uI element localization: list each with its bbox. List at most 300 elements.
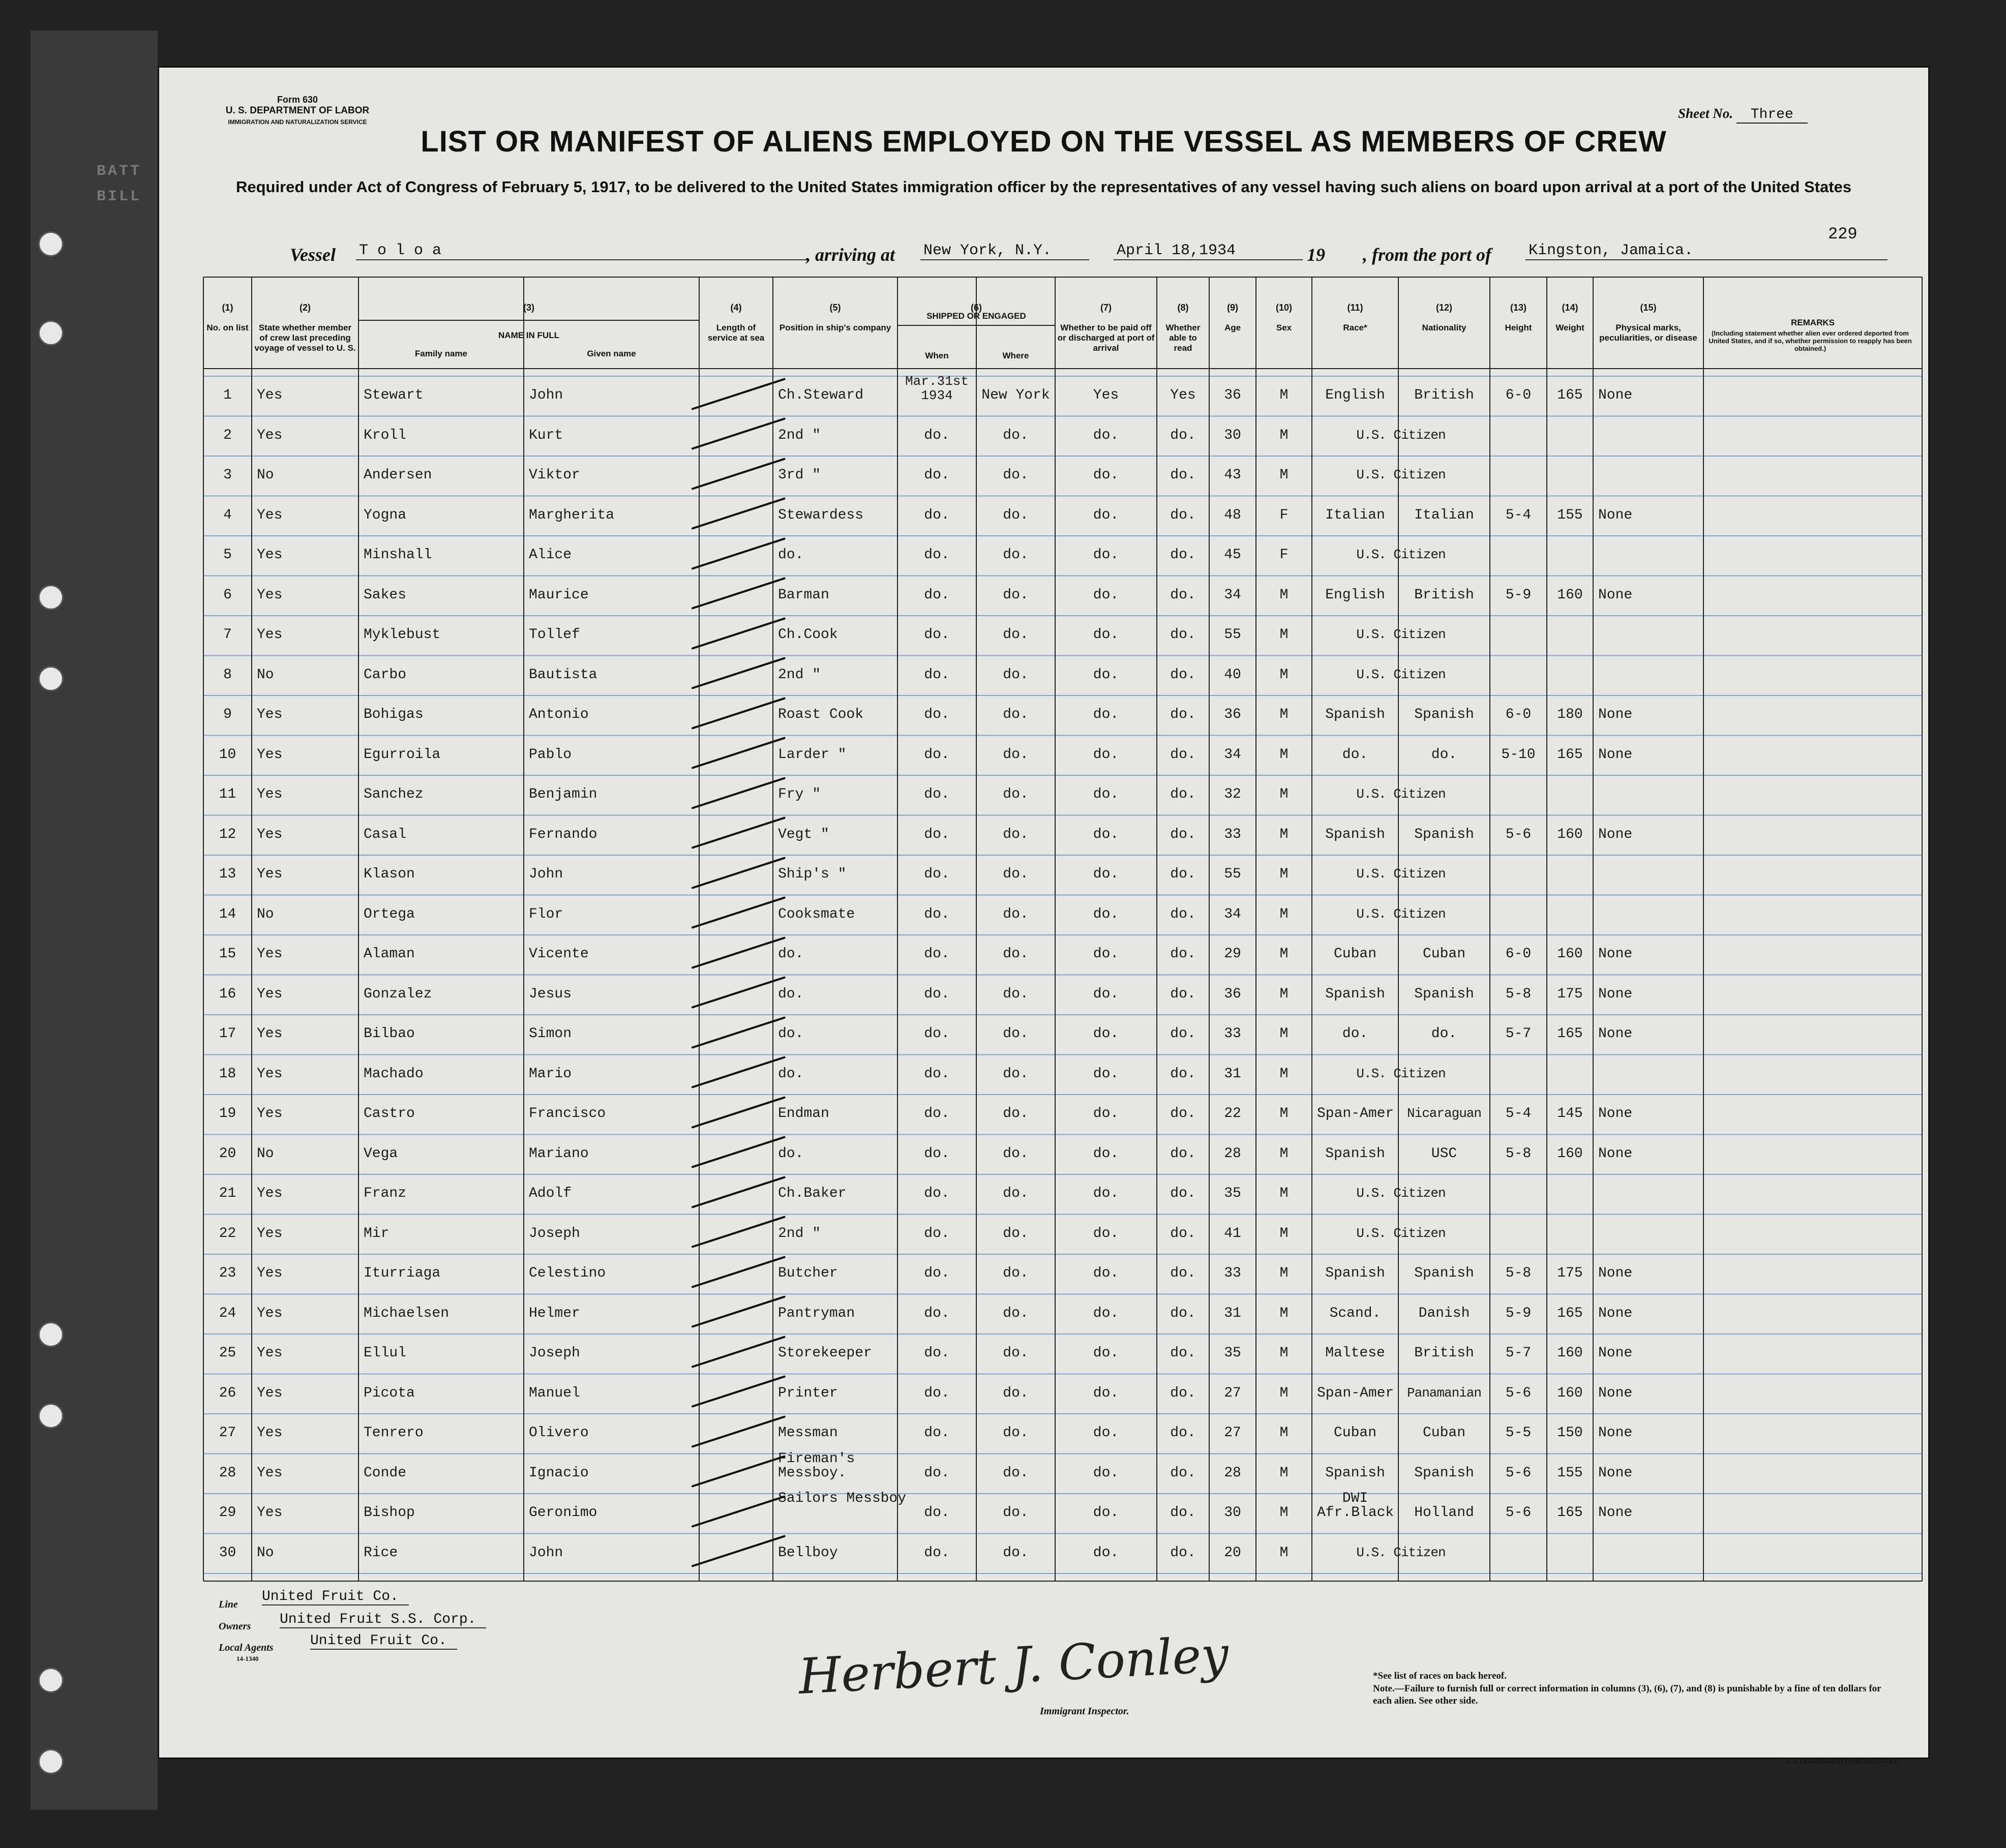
paid-off: do. [1093, 906, 1119, 922]
given-name: Antonio [529, 707, 589, 722]
row-number: 11 [219, 786, 236, 802]
shipped-where: do. [1003, 946, 1029, 962]
strip-text-2: BILL [97, 188, 142, 205]
family-name: Iturriaga [364, 1265, 441, 1281]
family-name: Sakes [364, 587, 407, 603]
given-name: Adolf [529, 1186, 572, 1201]
height: 5-6 [1505, 1465, 1532, 1481]
family-name: Vega [364, 1145, 398, 1162]
sex: M [1279, 587, 1289, 603]
shipped-where: do. [1003, 507, 1029, 523]
age: 29 [1224, 946, 1241, 962]
header-c13: Height [1505, 323, 1532, 332]
nationality: Holland [1414, 1505, 1474, 1521]
header-c7: Whether to be paid off or discharged at port of arrival [1057, 323, 1155, 353]
family-name: Klason [364, 866, 415, 882]
paid-off: do. [1093, 587, 1119, 603]
family-name: Kroll [364, 427, 407, 443]
paid-off: do. [1093, 1544, 1119, 1561]
row-number: 5 [223, 547, 232, 563]
vessel-name: T o l o a [356, 242, 810, 260]
sex: M [1279, 1425, 1289, 1441]
row-number: 21 [219, 1186, 236, 1201]
punch-hole [38, 585, 64, 610]
nationality: do. [1431, 746, 1457, 763]
age: 33 [1224, 826, 1241, 842]
previous-voyage: Yes [257, 627, 283, 643]
age: 55 [1224, 627, 1241, 643]
sex: M [1279, 707, 1289, 722]
position: do. [778, 946, 804, 962]
previous-voyage: Yes [257, 866, 283, 882]
age: 34 [1224, 906, 1241, 922]
given-name: John [529, 866, 563, 882]
row-number: 22 [219, 1225, 236, 1241]
race: Spanish [1325, 1265, 1385, 1281]
able-to-read: do. [1170, 1225, 1196, 1241]
position: Larder " [778, 746, 847, 763]
able-to-read: do. [1170, 746, 1196, 763]
able-to-read: do. [1170, 627, 1196, 643]
given-name: Kurt [529, 427, 563, 443]
row-number: 14 [219, 906, 236, 922]
family-name: Picota [364, 1385, 415, 1401]
given-name: Vicente [529, 946, 589, 962]
height: 5-6 [1505, 826, 1532, 842]
physical-marks: None [1598, 1345, 1633, 1361]
shipped-where: do. [1003, 866, 1029, 882]
races-note: *See list of races on back hereof. [1373, 1671, 1507, 1681]
sex: M [1279, 1505, 1289, 1521]
position: Sailors Messboy [778, 1491, 907, 1506]
header-c1: No. on list [206, 323, 249, 332]
row-number: 25 [219, 1345, 236, 1361]
previous-voyage: Yes [257, 1066, 283, 1082]
family-name: Stewart [364, 387, 424, 403]
able-to-read: do. [1170, 1145, 1196, 1162]
nationality: Cuban [1422, 1425, 1465, 1441]
given-name: Viktor [529, 467, 580, 483]
nationality: British [1414, 587, 1474, 603]
shipped-where: do. [1003, 746, 1029, 763]
able-to-read: do. [1170, 1544, 1196, 1561]
age: 27 [1224, 1385, 1241, 1401]
able-to-read: do. [1170, 826, 1196, 842]
shipped-when: do. [924, 1026, 950, 1042]
height: 5-8 [1505, 1265, 1532, 1281]
physical-marks: None [1598, 826, 1633, 842]
age: 28 [1224, 1145, 1241, 1162]
height: 5-8 [1505, 986, 1532, 1002]
able-to-read: do. [1170, 786, 1196, 802]
strip-text-1: BATT [97, 163, 142, 180]
nationality: Nicaraguan [1406, 1106, 1482, 1121]
sex: M [1279, 1186, 1289, 1201]
shipped-when: do. [924, 1265, 950, 1281]
paid-off: do. [1093, 507, 1119, 523]
column-number: (11) [1347, 302, 1363, 313]
punch-hole [38, 320, 64, 346]
shipped-where: do. [1003, 1505, 1029, 1521]
race: Cuban [1333, 946, 1376, 962]
family-name: Minshall [364, 547, 432, 563]
nationality: U.S. Citizen [1356, 467, 1446, 482]
family-name: Carbo [364, 667, 407, 683]
column-number: (3) [523, 302, 534, 313]
previous-voyage: Yes [257, 387, 283, 403]
sex: M [1279, 467, 1289, 483]
nationality: U.S. Citizen [1356, 667, 1446, 682]
paid-off: do. [1093, 707, 1119, 722]
physical-marks: None [1598, 587, 1633, 603]
previous-voyage: No [257, 667, 274, 683]
shipped-when: do. [924, 1186, 950, 1201]
nationality: Spanish [1414, 826, 1474, 842]
age: 41 [1224, 1225, 1241, 1241]
race: Spanish [1325, 826, 1385, 842]
position: Roast Cook [778, 707, 864, 722]
paid-off: do. [1093, 1505, 1119, 1521]
service: IMMIGRATION AND NATURALIZATION SERVICE [228, 118, 367, 126]
department: U. S. DEPARTMENT OF LABOR [225, 105, 370, 116]
able-to-read: do. [1170, 1305, 1196, 1321]
paid-off: Yes [1093, 387, 1119, 403]
position: Fry " [778, 786, 821, 802]
age: 35 [1224, 1186, 1241, 1201]
inspector-label: Immigrant Inspector. [1040, 1706, 1129, 1717]
previous-voyage: Yes [257, 1385, 283, 1401]
family-name: Conde [364, 1465, 407, 1481]
column-number: (1) [222, 302, 233, 313]
header-given-name: Given name [587, 349, 636, 358]
age: 35 [1224, 1345, 1241, 1361]
able-to-read: do. [1170, 1186, 1196, 1201]
family-name: Rice [364, 1544, 398, 1561]
position: Butcher [778, 1265, 838, 1281]
given-name: Mario [529, 1066, 572, 1082]
shipped-where: do. [1003, 1026, 1029, 1042]
form-number: Form 630 [277, 95, 318, 105]
shipped-when: do. [924, 826, 950, 842]
column-number: (4) [730, 302, 742, 313]
sheet-value: Three [1736, 107, 1808, 124]
shipped-where: do. [1003, 707, 1029, 722]
race: do. [1342, 1026, 1368, 1042]
able-to-read: do. [1170, 1106, 1196, 1122]
able-to-read: do. [1170, 1066, 1196, 1082]
header-c12: Nationality [1422, 323, 1466, 332]
paid-off: do. [1093, 1026, 1119, 1042]
able-to-read: do. [1170, 986, 1196, 1002]
weight: 160 [1557, 946, 1583, 962]
shipped-when: do. [924, 547, 950, 563]
paid-off: do. [1093, 866, 1119, 882]
weight: 160 [1557, 1345, 1583, 1361]
age: 20 [1224, 1544, 1241, 1561]
shipped-when: do. [924, 1106, 950, 1122]
shipped-where: do. [1003, 1106, 1029, 1122]
physical-marks: None [1598, 1305, 1633, 1321]
position: Barman [778, 587, 829, 603]
height: 5-6 [1505, 1385, 1532, 1401]
paid-off: do. [1093, 1385, 1119, 1401]
nationality: Italian [1414, 507, 1474, 523]
age: 33 [1224, 1026, 1241, 1042]
position: 3rd " [778, 467, 821, 483]
shipped-where: do. [1003, 587, 1029, 603]
previous-voyage: Yes [257, 1265, 283, 1281]
agents-label: Local Agents [219, 1642, 274, 1653]
paid-off: do. [1093, 826, 1119, 842]
age: 30 [1224, 427, 1241, 443]
row-number: 9 [223, 707, 232, 722]
age: 45 [1224, 547, 1241, 563]
nationality: Panamanian [1406, 1385, 1482, 1401]
column-number: (10) [1275, 302, 1292, 313]
position: Stewardess [778, 507, 864, 523]
weight: 160 [1557, 826, 1583, 842]
position: Ship's " [778, 866, 847, 882]
family-name: Tenrero [364, 1425, 424, 1441]
shipped-when: do. [924, 427, 950, 443]
paid-off: do. [1093, 667, 1119, 683]
shipped-where: New York [981, 387, 1050, 403]
physical-marks: None [1598, 1265, 1633, 1281]
paid-off: do. [1093, 746, 1119, 763]
race: DWI Afr.Black [1317, 1491, 1394, 1521]
paid-off: do. [1093, 1305, 1119, 1321]
header-shipped: SHIPPED OR ENGAGED [926, 311, 1026, 321]
row-number: 27 [219, 1425, 236, 1441]
previous-voyage: Yes [257, 1465, 283, 1481]
able-to-read: do. [1170, 427, 1196, 443]
previous-voyage: Yes [257, 946, 283, 962]
able-to-read: do. [1170, 547, 1196, 563]
weight: 165 [1557, 1026, 1583, 1042]
shipped-when: do. [924, 1066, 950, 1082]
shipped-where: do. [1003, 627, 1029, 643]
header-when: When [925, 351, 949, 360]
able-to-read: do. [1170, 1345, 1196, 1361]
age: 48 [1224, 507, 1241, 523]
shipped-when: do. [924, 1425, 950, 1441]
position: 2nd " [778, 1225, 821, 1241]
previous-voyage: Yes [257, 1106, 283, 1122]
header-c10: Sex [1276, 323, 1292, 332]
able-to-read: do. [1170, 906, 1196, 922]
previous-voyage: Yes [257, 1026, 283, 1042]
age: 55 [1224, 866, 1241, 882]
row-number: 15 [219, 946, 236, 962]
able-to-read: do. [1170, 587, 1196, 603]
weight: 165 [1557, 387, 1583, 403]
row-number: 13 [219, 866, 236, 882]
column-number: (8) [1177, 302, 1189, 313]
position: 2nd " [778, 667, 821, 683]
able-to-read: do. [1170, 667, 1196, 683]
shipped-where: do. [1003, 1345, 1029, 1361]
header-c11: Race* [1343, 323, 1367, 332]
nationality: U.S. Citizen [1356, 1544, 1446, 1560]
shipped-when: do. [924, 507, 950, 523]
arrival-date: April 18,1934 [1114, 242, 1303, 260]
row-number: 4 [223, 507, 232, 523]
previous-voyage: Yes [257, 587, 283, 603]
given-name: Joseph [529, 1345, 580, 1361]
header-remarks-title: REMARKS [1791, 318, 1835, 327]
column-number: (13) [1510, 302, 1526, 313]
race: Maltese [1325, 1345, 1385, 1361]
nationality: U.S. Citizen [1356, 627, 1446, 642]
previous-voyage: Yes [257, 1225, 283, 1241]
page-title: LIST OR MANIFEST OF ALIENS EMPLOYED ON THE VESSEL AS MEMBERS OF CREW [421, 125, 1667, 158]
shipped-when: do. [924, 1145, 950, 1162]
age: 36 [1224, 707, 1241, 722]
given-name: Celestino [529, 1265, 606, 1281]
height: 6-0 [1505, 707, 1532, 722]
sex: M [1279, 1465, 1289, 1481]
nationality: U.S. Citizen [1356, 866, 1446, 882]
given-name: Benjamin [529, 786, 597, 802]
weight: 180 [1557, 707, 1583, 722]
sex: M [1279, 667, 1289, 683]
age: 33 [1224, 1265, 1241, 1281]
height: 5-8 [1505, 1145, 1532, 1162]
row-number: 28 [219, 1465, 236, 1481]
shipped-where: do. [1003, 1265, 1029, 1281]
shipped-when: do. [924, 1225, 950, 1241]
nationality: do. [1431, 1026, 1457, 1042]
family-name: Ortega [364, 906, 415, 922]
header-remarks: (Including statement whether alien ever ordered deported from United States, and if so, whether permission to reapply has been obtained.) [1709, 329, 1912, 352]
header-c5: Position in ship's company [779, 323, 891, 332]
paid-off: do. [1093, 1265, 1119, 1281]
column-number: (5) [829, 302, 841, 313]
paid-off: do. [1093, 1106, 1119, 1122]
row-number: 3 [223, 467, 232, 483]
age: 43 [1224, 467, 1241, 483]
physical-marks: None [1598, 1106, 1633, 1122]
paid-off: do. [1093, 1145, 1119, 1162]
header-c8: Whether able to read [1165, 323, 1201, 353]
agents-value: United Fruit Co. [310, 1633, 457, 1650]
shipped-when: do. [924, 467, 950, 483]
height: 5-9 [1505, 587, 1532, 603]
family-name: Bishop [364, 1505, 415, 1521]
row-number: 12 [219, 826, 236, 842]
previous-page-strip [31, 31, 158, 1810]
previous-voyage: Yes [257, 786, 283, 802]
sex: F [1279, 547, 1289, 563]
family-name: Yogna [364, 507, 407, 523]
paid-off: do. [1093, 627, 1119, 643]
shipped-when: do. [924, 627, 950, 643]
footer-code: 14-1340 [236, 1655, 259, 1662]
previous-voyage: No [257, 467, 274, 483]
position: Ch.Baker [778, 1186, 847, 1201]
paid-off: do. [1093, 1425, 1119, 1441]
sex: M [1279, 1265, 1289, 1281]
sex: M [1279, 627, 1289, 643]
shipped-where: do. [1003, 467, 1029, 483]
previous-voyage: Yes [257, 427, 283, 443]
weight: 160 [1557, 587, 1583, 603]
shipped-where: do. [1003, 667, 1029, 683]
shipped-when: do. [924, 986, 950, 1002]
given-name: Maurice [529, 587, 589, 603]
family-name: Michaelsen [364, 1305, 450, 1321]
paid-off: do. [1093, 467, 1119, 483]
given-name: Joseph [529, 1225, 580, 1241]
position: do. [778, 1145, 804, 1162]
row-number: 7 [223, 627, 232, 643]
family-name: Machado [364, 1066, 424, 1082]
nationality: USC [1431, 1145, 1457, 1162]
nationality: Spanish [1414, 986, 1474, 1002]
nationality: U.S. Citizen [1356, 1225, 1446, 1241]
able-to-read: do. [1170, 507, 1196, 523]
paid-off: do. [1093, 547, 1119, 563]
family-name: Gonzalez [364, 986, 432, 1002]
nationality: U.S. Citizen [1356, 786, 1446, 802]
height: 5-5 [1505, 1425, 1532, 1441]
given-name: Fernando [529, 826, 597, 842]
previous-voyage: No [257, 1145, 274, 1162]
row-number: 18 [219, 1066, 236, 1082]
sheet-label: Sheet No. [1678, 106, 1733, 121]
owners-label: Owners [219, 1621, 251, 1632]
shipped-when: do. [924, 866, 950, 882]
physical-marks: None [1598, 1145, 1633, 1162]
weight: 165 [1557, 1305, 1583, 1321]
nationality: U.S. Citizen [1356, 906, 1446, 922]
height: 5-6 [1505, 1505, 1532, 1521]
shipped-where: do. [1003, 986, 1029, 1002]
shipped-where: do. [1003, 547, 1029, 563]
previous-voyage: No [257, 906, 274, 922]
given-name: Jesus [529, 986, 572, 1002]
row-number: 17 [219, 1026, 236, 1042]
shipped-where: do. [1003, 1544, 1029, 1561]
header-name-in-full: NAME IN FULL [498, 330, 559, 340]
header-where: Where [1002, 351, 1029, 360]
sex: M [1279, 1385, 1289, 1401]
age: 31 [1224, 1066, 1241, 1082]
nationality: U.S. Citizen [1356, 547, 1446, 562]
race: Italian [1325, 507, 1385, 523]
shipped-when: do. [924, 1385, 950, 1401]
able-to-read: do. [1170, 1026, 1196, 1042]
row-number: 23 [219, 1265, 236, 1281]
page-subtitle: Required under Act of Congress of February 5, 1917, to be delivered to the United States immigration officer by the representatives of any vessel having such aliens on board upon arrival at a port of the United States [235, 178, 1852, 196]
line-label: Line [219, 1599, 238, 1610]
shipped-when: do. [924, 707, 950, 722]
race: do. [1342, 746, 1368, 763]
position: Storekeeper [778, 1345, 872, 1361]
position: do. [778, 986, 804, 1002]
family-name: Bilbao [364, 1026, 415, 1042]
paid-off: do. [1093, 1225, 1119, 1241]
row-number: 29 [219, 1505, 236, 1521]
height: 5-10 [1501, 746, 1536, 763]
race: Span-Amer [1317, 1106, 1394, 1122]
given-name: Mariano [529, 1145, 589, 1162]
height: 5-4 [1505, 507, 1532, 523]
position: Pantryman [778, 1305, 855, 1321]
shipped-when: do. [924, 1505, 950, 1521]
arriving-label: , arriving at [806, 245, 895, 265]
shipped-when: do. [924, 906, 950, 922]
